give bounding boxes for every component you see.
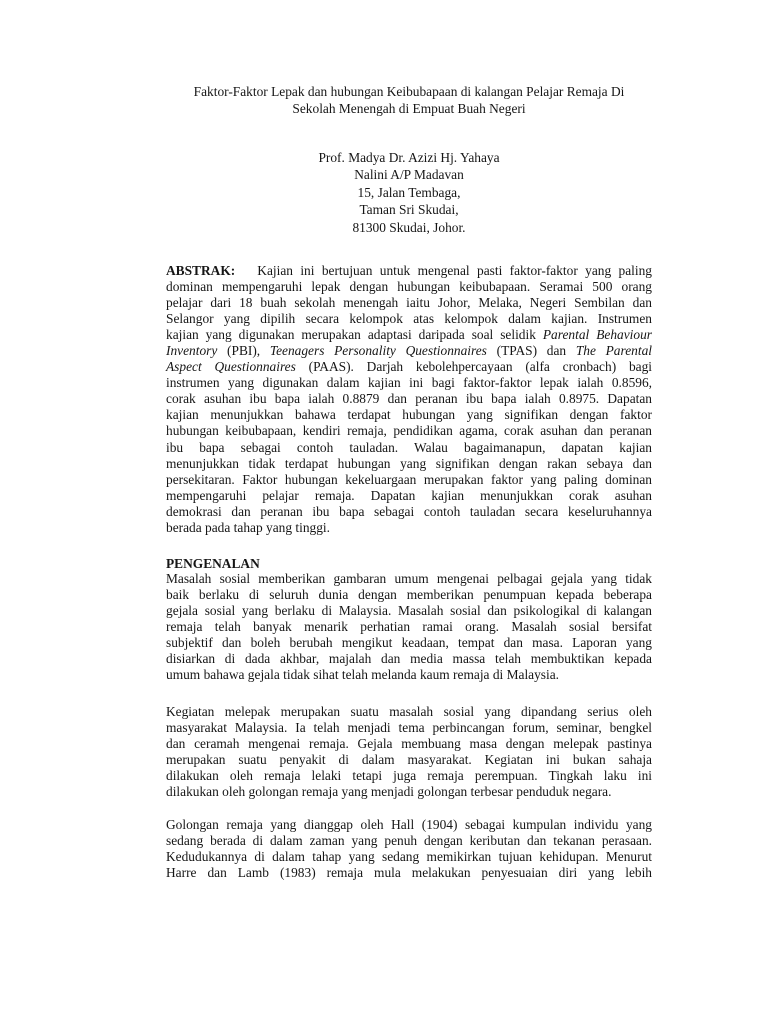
paragraph [166, 704, 652, 800]
address-line: 15, Jalan Tembaga, [357, 184, 461, 200]
abstract-section [166, 263, 652, 536]
paragraph-line: Harre dan Lamb (1983) remaja mula melakukan penyesuaian diri yang lebih [166, 865, 652, 881]
abstract-line: demokrasi dan peranan ibu bapa sebagai contoh tauladan secara keseluruhannya [166, 503, 652, 519]
paragraph-line: Golongan remaja yang dianggap oleh Hall (1904) sebagai kumpulan individu yang [166, 817, 652, 832]
paragraph-line: dilakukan oleh remaja lelaki tetapi juga remaja perempuan. Tingkah laku ini [166, 768, 652, 784]
address-line: 81300 Skudai, Johor. [352, 219, 466, 235]
paragraph-line: Kegiatan melepak merupakan suatu masalah sosial yang dipandang serius oleh [166, 704, 652, 719]
paragraph-line: disiarkan di dada akhbar, majalah dan media massa telah membuktikan kepada [166, 651, 652, 667]
abstract-text: (TPAS) dan [496, 343, 567, 359]
author-name: Nalini A/P Madavan [354, 167, 464, 183]
title-line: Faktor-Faktor Lepak dan hubungan Keibubapaan di kalangan Pelajar Remaja Di [193, 84, 625, 99]
author-block [166, 149, 652, 236]
abstract-line: corak asuhan ibu bapa ialah 0.8879 dan peranan ibu bapa ialah 0.8975. Dapatan [166, 391, 652, 407]
address-line: Taman Sri Skudai, [359, 202, 459, 218]
paragraph-line: baik berlaku di seluruh dunia dengan memberikan penumpuan kepada beberapa [166, 587, 652, 603]
paragraph-line: dilakukan oleh golongan remaja yang menjadi golongan terbesar penduduk negara. [166, 784, 612, 800]
paragraph-line: umum bahawa gejala tidak sihat telah melanda kaum remaja di Malaysia. [166, 667, 560, 683]
abstract-text: (PBI), [227, 343, 261, 359]
abstract-line: persekitaran. Faktor hubungan kekeluargaan merupakan faktor yang paling dominan [166, 471, 652, 487]
paragraph-line: remaja telah banyak menarik perhatian ramai orang. Masalah sosial bersifat [166, 619, 652, 635]
abstract-line: pelajar dari 18 buah sekolah menengah iaitu Johor, Melaka, Negeri Sembilan dan [166, 295, 652, 311]
paragraph-line: masyarakat Malaysia. Ia telah menjadi tema perbincangan forum, seminar, bengkel [166, 720, 652, 736]
paragraph-line: dan ceramah mengenai remaja. Gejala membuang masa dengan melepak pastinya [166, 736, 652, 752]
paragraph-line: subjektif dan boleh berubah mengikut keadaan, tempat dan masa. Laporan yang [166, 635, 652, 651]
instrument-name: Aspect Questionnaires [166, 359, 296, 375]
paragraph-line: gejala sosial yang berlaku di Malaysia. Masalah sosial dan psikologikal di kalangan [166, 603, 652, 619]
abstract-line: hubungan keibubapaan, kendiri remaja, pendidikan agama, corak asuhan dan peranan [166, 423, 652, 439]
abstract-line: Selangor yang dipilih secara kelompok atas kelompok dalam kajian. Instrumen [166, 311, 652, 327]
instrument-name: Inventory [166, 343, 218, 359]
section-heading: PENGENALAN [166, 556, 260, 571]
document-page [166, 0, 652, 1024]
abstract-line: ibu bapa sebagai contoh tauladan. Walau bagaimanapun, dapatan kajian [166, 439, 652, 455]
author-name: Prof. Madya Dr. Azizi Hj. Yahaya [318, 150, 500, 165]
instrument-name: Teenagers Personality Questionnaires [269, 343, 487, 359]
paragraph [166, 817, 652, 881]
abstract-line [166, 359, 652, 375]
abstract-line [166, 343, 652, 359]
abstract-line: berada pada tahap yang tinggi. [166, 519, 330, 535]
paragraph [166, 571, 652, 683]
paragraph-line: sedang berada di dalam zaman yang penuh dengan keributan dan tekanan perasaan. [166, 833, 652, 849]
abstract-text: (PAAS). Darjah kebolehpercayaan (alfa cronbach) bagi [308, 359, 652, 375]
instrument-name: Parental Behaviour [542, 327, 652, 343]
abstract-line: dominan mempengaruhi lepak dengan hubungan keibubapaan. Seramai 500 orang [166, 279, 652, 295]
abstract-line: kajian menunjukkan bahawa terdapat hubungan yang signifikan dengan faktor [166, 407, 652, 423]
instrument-name: The Parental [575, 343, 652, 359]
document-title [156, 83, 662, 117]
paragraph-line: Masalah sosial memberikan gambaran umum mengenai pelbagai gejala yang tidak [166, 571, 652, 586]
abstract-label: ABSTRAK: [166, 263, 236, 278]
abstract-text: Kajian ini bertujuan untuk mengenal pasti faktor-faktor yang paling [257, 263, 652, 278]
abstract-line [166, 327, 652, 343]
abstract-line: menunjukkan tidak terdapat hubungan yang signifikan dengan rakan sebaya dan [166, 455, 652, 471]
abstract-text: kajian yang digunakan merupakan adaptasi daripada soal selidik [166, 327, 536, 343]
title-line: Sekolah Menengah di Empuat Buah Negeri [292, 101, 526, 116]
abstract-line [166, 263, 652, 279]
paragraph-line: merupakan suatu penyakit di dalam masyarakat. Kegiatan ini bukan sahaja [166, 752, 652, 768]
abstract-line: instrumen yang digunakan dalam kajian ini bagi faktor-faktor lepak ialah 0.8596, [166, 375, 652, 391]
paragraph-line: Kedudukannya di dalam tahap yang sedang memikirkan tujuan kehidupan. Menurut [166, 849, 652, 865]
abstract-line: mempengaruhi pelajar remaja. Dapatan kajian menunjukkan corak asuhan [166, 487, 652, 503]
